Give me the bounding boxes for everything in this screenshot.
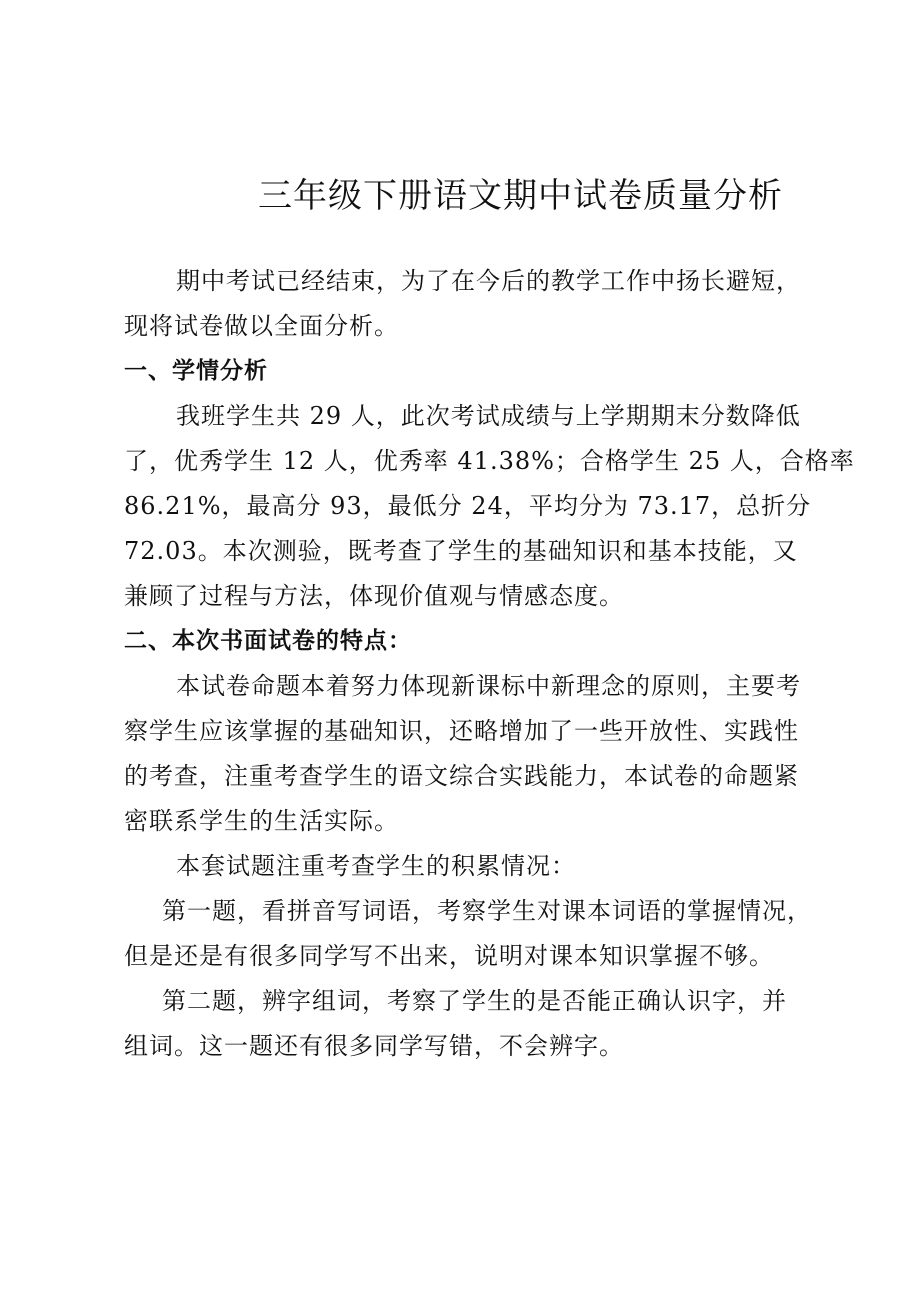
section-1-heading: 一、学情分析 [124,358,268,384]
section-1-line-3: 86.21%，最高分 93，最低分 24，平均分为 73.17，总折分 [124,492,812,520]
document-title: 三年级下册语文期中试卷质量分析 [258,176,783,216]
item-2-line-2: 组词。这一题还有很多同学写错，不会辨字。 [124,1032,624,1060]
section-1-line-1: 我班学生共 29 人，此次考试成绩与上学期期末分数降低 [176,402,801,430]
intro-line-1: 期中考试已经结束，为了在今后的教学工作中扬长避短， [176,267,801,295]
item-2-line-1: 第二题，辨字组词，考察了学生的是否能正确认识字，并 [162,987,787,1015]
document-body [124,259,855,1069]
section-2-para-1-line-3: 的考查，注重考查学生的语文综合实践能力，本试卷的命题紧 [124,762,799,790]
item-1-line-2: 但是还是有很多同学写不出来，说明对课本知识掌握不够。 [124,942,774,970]
item-1-line-1: 第一题，看拼音写词语，考察学生对课本词语的掌握情况， [162,897,812,925]
intro-line-2: 现将试卷做以全面分析。 [124,312,399,340]
section-2-para-1-line-4: 密联系学生的生活实际。 [124,807,399,835]
section-2-para-1-line-1: 本试卷命题本着努力体现新课标中新理念的原则，主要考 [176,672,801,700]
section-2-para-1-line-2: 察学生应该掌握的基础知识，还略增加了一些开放性、实践性 [124,717,799,745]
section-2-heading: 二、本次书面试卷的特点： [124,628,412,654]
section-1-line-4: 72.03。本次测验，既考查了学生的基础知识和基本技能，又 [124,537,798,565]
section-2-para-2: 本套试题注重考查学生的积累情况： [176,852,576,880]
section-1-line-5: 兼顾了过程与方法，体现价值观与情感态度。 [124,582,624,610]
section-1-line-2: 了，优秀学生 12 人，优秀率 41.38%；合格学生 25 人，合格率 [124,447,855,475]
